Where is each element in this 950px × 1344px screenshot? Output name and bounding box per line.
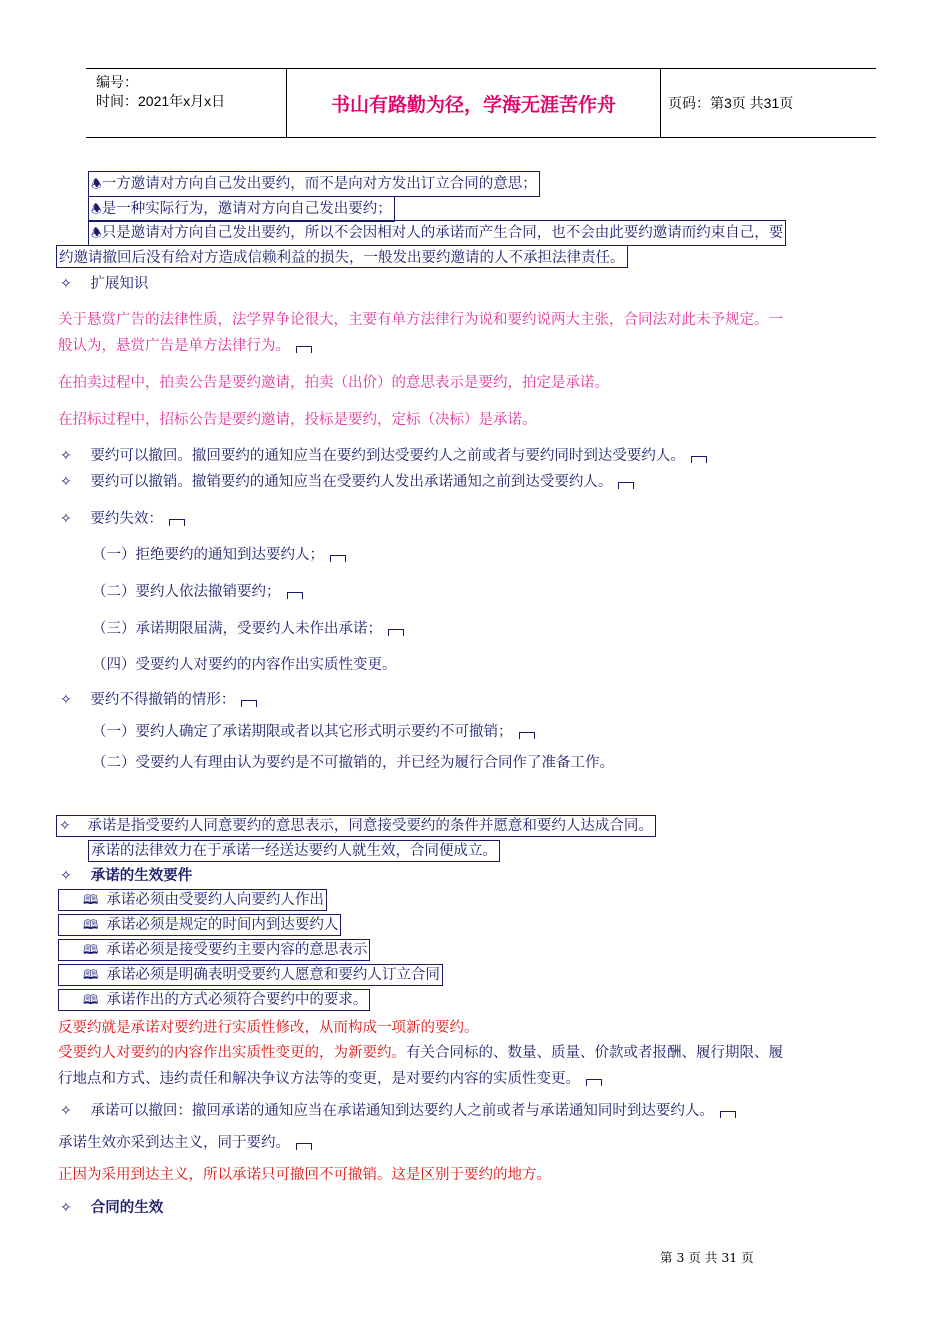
return-mark-icon [586, 1079, 602, 1086]
diamond-icon: ✧ [60, 474, 72, 490]
invitation-point-3: 🕭只是邀请对方向自己发出要约，所以不会因相对人的承诺而产生合同，也不会由此要约邀请而约束自己，要 [88, 220, 786, 246]
invitation-point-3-cont: 约邀请撤回后没有给对方造成信赖利益的损失，一般发出要约邀请的人不承担法律责任。 [56, 245, 628, 268]
offer-revoke: ✧ 要约可以撤销。撤销要约的通知应当在受要约人发出承诺通知之前到达受要约人。 [60, 470, 634, 491]
reward-paragraph-line: 般认为，悬赏广告是单方法律行为。 [58, 334, 312, 355]
invitation-point-2: 🕭是一种实际行为，邀请对方向自己发出要约； [88, 196, 395, 222]
contract-effect-heading: ✧ 合同的生效 [60, 1200, 164, 1216]
book-icon: 🕮 [83, 968, 99, 983]
return-mark-icon [330, 555, 346, 562]
return-mark-icon [720, 1111, 736, 1118]
book-icon: 🕮 [83, 893, 99, 908]
diamond-icon: ✧ [60, 1200, 72, 1216]
material-change-line: 行地点和方式、违约责任和解决争议方法等的变更，是对要约内容的实质性变更。 [58, 1067, 602, 1088]
return-mark-icon [169, 519, 185, 526]
return-mark-icon [519, 732, 535, 739]
counter-offer-note: 反要约就是承诺对要约进行实质性修改，从而构成一项新的要约。 [58, 1020, 479, 1036]
header-divider [660, 69, 661, 137]
bidding-paragraph: 在招标过程中，招标公告是要约邀请，投标是要约，定标（决标）是承诺。 [58, 412, 537, 428]
acceptance-req-heading: ✧ 承诺的生效要件 [60, 868, 193, 884]
bell-icon: 🕭 [91, 226, 102, 240]
book-icon: 🕮 [83, 918, 99, 933]
page-header [86, 68, 876, 138]
book-icon: 🕮 [83, 993, 99, 1008]
page-footer: 第 3 页 共 31 页 [660, 1250, 754, 1265]
invitation-point-1: 🕭一方邀请对方向自己发出要约，而不是向对方发出订立合同的意思； [88, 171, 540, 197]
offer-invalid-item: （二）要约人依法撤销要约； [92, 580, 303, 601]
return-mark-icon [287, 592, 303, 599]
acceptance-definition: ✧ 承诺是指受要约人同意要约的意思表示，同意接受要约的条件并愿意和要约人达成合同。 [56, 815, 656, 837]
offer-invalid-heading: ✧ 要约失效： [60, 507, 185, 528]
acceptance-req-item: 🕮 承诺必须由受要约人向要约人作出 [58, 889, 327, 911]
no-revoke-item: （一）要约人确定了承诺期限或者以其它形式明示要约不可撤销； [92, 720, 535, 741]
acceptance-effect: 承诺的法律效力在于承诺一经送达要约人就生效，合同便成立。 [88, 840, 500, 862]
diamond-icon: ✧ [60, 1103, 72, 1119]
diamond-icon: ✧ [60, 511, 72, 527]
acceptance-req-item: 🕮 承诺必须是规定的时间内到达要约人 [58, 914, 341, 936]
header-page-label: 页码：第3页 共31页 [668, 95, 794, 111]
time-label: 时间：2021年x月x日 [96, 93, 226, 109]
acceptance-arrival: 承诺生效亦采到达主义，同于要约。 [58, 1131, 312, 1152]
return-mark-icon [241, 700, 257, 707]
header-left [96, 73, 225, 111]
return-mark-icon [296, 1143, 312, 1150]
bell-icon: 🕭 [91, 177, 102, 191]
diamond-icon: ✧ [60, 448, 72, 464]
return-mark-icon [296, 346, 312, 353]
auction-paragraph: 在拍卖过程中，拍卖公告是要约邀请，拍卖（出价）的意思表示是要约，拍定是承诺。 [58, 375, 609, 391]
number-label: 编号： [96, 74, 138, 90]
offer-invalid-item: （四）受要约人对要约的内容作出实质性变更。 [92, 657, 397, 673]
diamond-icon: ✧ [59, 818, 71, 834]
offer-withdraw: ✧ 要约可以撤回。撤回要约的通知应当在要约到达受要约人之前或者与要约同时到达受要约人。 [60, 444, 707, 465]
acceptance-req-item: 🕮 承诺作出的方式必须符合要约中的要求。 [58, 989, 370, 1011]
acceptance-withdraw: ✧ 承诺可以撤回：撤回承诺的通知应当在承诺通知到达要约人之前或者与承诺通知同时到达要约人。 [60, 1099, 736, 1120]
return-mark-icon [388, 629, 404, 636]
diamond-icon: ✧ [60, 868, 72, 884]
diamond-icon: ✧ [60, 276, 72, 292]
header-motto: 书山有路勤为径，学海无涯苦作舟 [330, 93, 616, 116]
extend-heading: ✧ 扩展知识 [60, 276, 149, 292]
return-mark-icon [691, 456, 707, 463]
return-mark-icon [618, 482, 634, 489]
book-icon: 🕮 [83, 943, 99, 958]
offer-invalid-item: （三）承诺期限届满，受要约人未作出承诺； [92, 617, 404, 638]
bell-icon: 🕭 [91, 202, 102, 216]
arrival-note: 正因为采用到达主义，所以承诺只可撤回不可撤销。这是区别于要约的地方。 [58, 1167, 551, 1183]
acceptance-req-item: 🕮 承诺必须是接受要约主要内容的意思表示 [58, 939, 370, 961]
diamond-icon: ✧ [60, 692, 72, 708]
reward-paragraph-line: 关于悬赏广告的法律性质，法学界争论很大，主要有单方法律行为说和要约说两大主张，合同法对此未予规定。一 [58, 312, 783, 328]
no-revoke-heading: ✧ 要约不得撤销的情形： [60, 688, 257, 709]
no-revoke-item: （二）受要约人有理由认为要约是不可撤销的，并已经为履行合同作了准备工作。 [92, 755, 614, 771]
offer-invalid-item: （一）拒绝要约的通知到达要约人； [92, 543, 346, 564]
acceptance-req-item: 🕮 承诺必须是明确表明受要约人愿意和要约人订立合同 [58, 964, 443, 986]
material-change-line: 受要约人对要约的内容作出实质性变更的，为新要约。有关合同标的、数量、质量、价款或者报酬、履行期限、履 [58, 1045, 783, 1061]
